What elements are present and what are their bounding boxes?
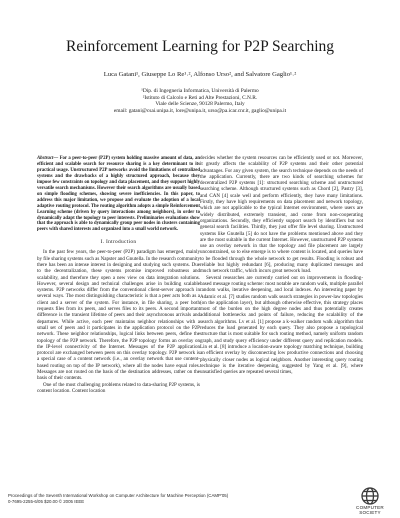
isbn-copyright: 0-7695-2255-6/05 $20.00 © 2005 IEEE [8,498,85,504]
author-emails: email: gatani@csai.unipa.it, lore@unipa.it, urso@pa.icar.cnr.it, gaglio@unipa.it [113,108,287,115]
abstract [37,156,200,233]
abstract-text: — For a peer-to-peer (P2P) system holding massive amount of data, an efficient and scalable search for resource sharing is a key determinant to its practical usage. Unstructured P2P networks avoid the limitations of centralized systems and the drawbacks of a highly structured approach, because they impose few constraints on topology and data placement, and they support highly versatile search mechanisms. However their search algorithms are usually based on simple flooding schemes, showing severe inefficiencies. In this paper, to address this major limitation, we propose and evaluate the adoption of a local adaptive routing protocol. The routing algorithm adopts a simple Reinforcement Learning scheme (driven by query interactions among neighbors), in order to dynamically adapt the topology to peer interests. Preliminaries evaluations show that the approach is able to dynamically group peer nodes in clusters containing peers with shared interests and organized into a small world network. [37,156,200,233]
proceedings-footer [8,493,328,504]
paragraph: One of the most challenging problems related to data-sharing P2P systems, is content location. Content location [37,381,200,394]
right-column [200,155,363,375]
abstract-label: Abstract [37,156,54,161]
author-list: Luca Gatani¹, Giuseppe Lo Re¹˒², Alfonso Urso², and Salvatore Gaglio¹˒² [103,71,297,78]
left-column [37,156,200,394]
paragraph: Several researches are currently carried out on improvements in flooding-based message routing scheme: most notable are random walk, multiple parallel random walks, iterative deepening, and local indexes. An interesting paper by Adamic et al. [7] studies random walk search strategies in power-law topologies (on the application layer), but although otherwise effective, this strategy places most of the burden on the high degree nodes and thus potentially creates additional bottlenecks and points of failure, reducing the scalability of the search algorithms. Lv et al. [1] propose a k-walker random walk algorithm that reduces the load generated by each query. They also propose a topological structure that is most suitable for such routing method, namely uniform random graph, and study query efficiency under different query and replication models. Lin et al. [8] introduce a location-aware topology matching technique, building an efficient overlay by disconnecting low productive connections and choosing physically closer nodes as logical neighbors. Another interesting query routing technique is the iterative deepening, suggested by Yang et al. [9], where unsatisfied queries are repeated several times, [200,274,363,376]
paragraph: In the past few years, the peer-to-peer (P2P) paradigm has emerged, mainly by file sharing systems such as Napster and Gnutella. In the research community there has been an intense interest in designing and studying such systems. Due to the decentralization, these systems promise improved robustness and scalability, and therefore they open a new view on data integration solutions. However, several design and technical challenges arise in building scalable systems. P2P networks differ from the conventional client-server approach in several ways. The most distinguishing characteristic is that a peer acts both as a client and a server of the system. For instance, in file sharing, a peer both requests files from its peers, and serves files to its peers. A second important difference is the transient lifetime of peers and their asynchronous arrivals and departures. While active, each peer maintains neighbor relationships with a small set of peers and it participates in the application protocol on the P2P network. These neighbor relationships, logical links between peers, define the topology of the P2P network. Therefore, the P2P topology forms an overlay on the IP-level connectivity of the Internet. Messages of the P2P application protocol are exchanged between peers on this overlay topology. P2P network is a special case of a content network (i.e., an overlay network that use content-based routing on top of the IP network), where all the nodes have equal roles. Messages are not routed on the basis of the destination addresses, rather on the basis of their contents. [37,249,200,382]
affiliation-line-1: ¹Dip. di Ingegneria Informatica, Università di Palermo [141,88,259,94]
paper-title: Reinforcement Learning for P2P Searching [65,38,334,55]
affiliation-address: Viale delle Scienze, 90128 Palermo, Italy [155,101,245,108]
proceedings-title: Proceedings of the Seventh International Workshop on Computer Architecture for Machine Perception (CAMP'05) [8,493,229,498]
paragraph: decides whether the system resources can be efficiently used or not. Moreover, it greatly affects the scalability of P2P systems and their other potential advantages. For any given system, the search technique depends on the needs of the application. Currently, there are two kinds of searching schemes for decentralized P2P systems [1]: structured searching scheme and unstructured searching scheme. Although structured systems such as Chord [2], Pastry [3], and CAN [4] scale well and perform efficiently, they have many limitations. Firstly, they have high requirements on data placement and network topology, which are not applicable to the typical Internet environment, where users are widely distributed, extremely transient, and come from non-cooperating organizations. Secondly, they efficiently support search by identifiers but not general search facilities. Thirdly, they just offer file level sharing. Unstructured systems like Gnutella [5] do not have the problems mentioned above and they are the most suitable in the current Internet. However, unstructured P2P systems use an overlay network in that the topology and file placement are largely unconstrained, so to else emerge is to where content is located, and queries have to be flooded through the whole network to get results. Flooding is robust and reliable but highly redundant [6], producing many duplicated messages and much network traffic, which incurs great network load. [200,155,363,275]
section-heading-introduction: I. Introduction [100,239,137,246]
affiliation-line-2: ²Istituto di Calcolo e Reti ad Alte Prestazioni, C.N.R. [142,94,258,101]
computer-society-wordmark: COMPUTER SOCIETY [356,505,384,515]
affiliations [0,88,400,115]
